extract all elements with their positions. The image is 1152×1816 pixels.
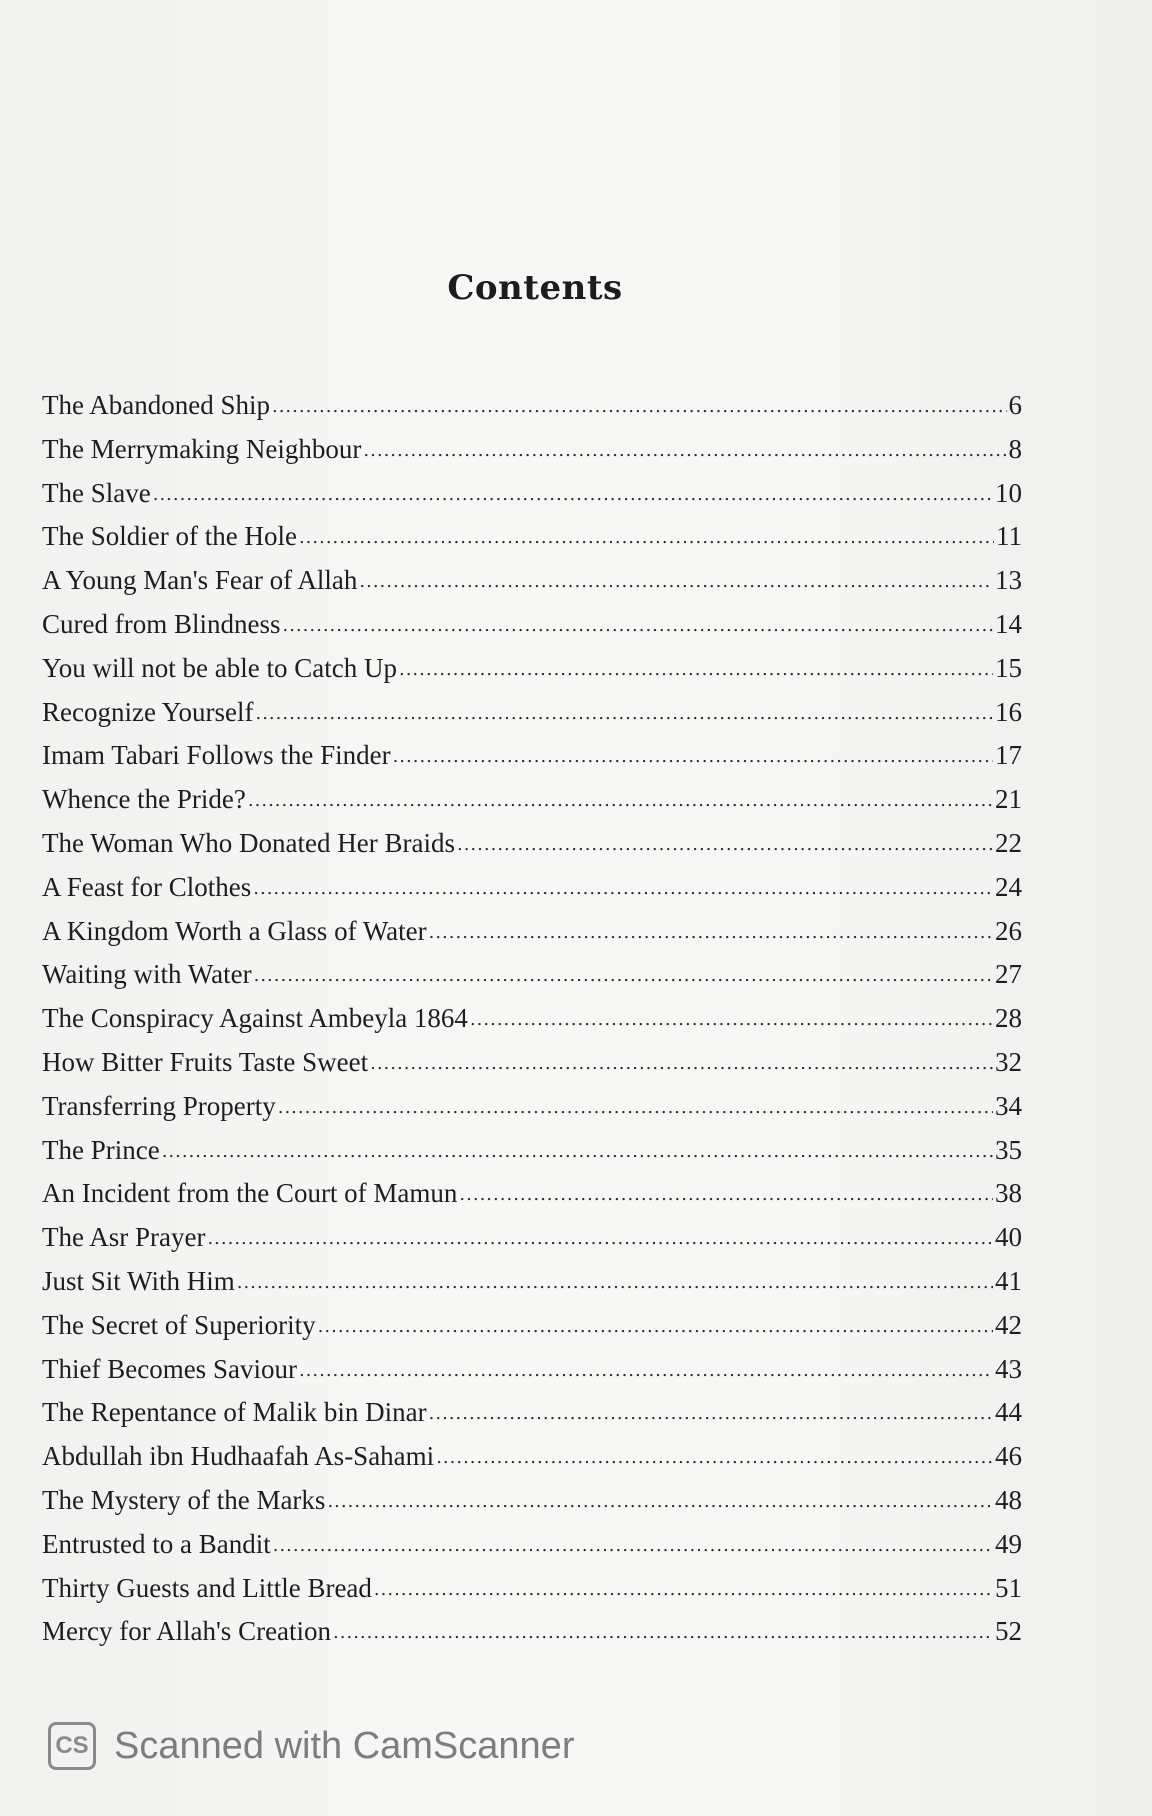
toc-entry-page: 42	[995, 1309, 1022, 1340]
toc-entry-title: Waiting with Water	[42, 959, 252, 990]
toc-dot-leader	[429, 911, 993, 955]
page-title: Contents	[447, 268, 623, 308]
toc-entry	[42, 1391, 1022, 1435]
toc-entry-title: Abdullah ibn Hudhaafah As-Sahami	[42, 1441, 435, 1472]
toc-entry-title: Mercy for Allah's Creation	[42, 1616, 332, 1647]
camscanner-logo-icon: CS	[48, 1722, 96, 1770]
toc-entry-page: 17	[995, 740, 1022, 771]
toc-entry	[42, 1348, 1022, 1392]
toc-entry-title: Recognize Yourself	[42, 696, 254, 727]
toc-entry-title: An Incident from the Court of Mamun	[42, 1178, 458, 1209]
toc-entry-page: 41	[995, 1265, 1022, 1296]
toc-entry	[42, 472, 1022, 516]
toc-entry-page: 14	[995, 608, 1022, 639]
toc-entry-title: Transferring Property	[42, 1090, 276, 1121]
toc-dot-leader	[299, 1349, 993, 1393]
toc-entry-title: Whence the Pride?	[42, 784, 246, 815]
toc-dot-leader	[436, 1436, 993, 1480]
toc-dot-leader	[162, 1130, 993, 1174]
toc-entry	[42, 384, 1022, 428]
toc-entry-title: The Soldier of the Hole	[42, 521, 297, 552]
toc-entry	[42, 1479, 1022, 1523]
toc-entry	[42, 1172, 1022, 1216]
toc-entry-title: The Secret of Superiority	[42, 1309, 316, 1340]
toc-dot-leader	[237, 1261, 993, 1305]
toc-entry-page: 21	[995, 784, 1022, 815]
toc-entry	[42, 997, 1022, 1041]
toc-entry-title: The Mystery of the Marks	[42, 1484, 326, 1515]
toc-entry-title: How Bitter Fruits Taste Sweet	[42, 1046, 369, 1077]
toc-entry-title: The Slave	[42, 477, 151, 508]
toc-entry-page: 48	[995, 1484, 1022, 1515]
toc-entry	[42, 428, 1022, 472]
toc-entry	[42, 1610, 1022, 1654]
toc-entry-title: The Merrymaking Neighbour	[42, 433, 362, 464]
toc-entry	[42, 910, 1022, 954]
toc-entry-page: 27	[995, 959, 1022, 990]
toc-dot-leader	[327, 1480, 993, 1524]
toc-dot-leader	[429, 1392, 993, 1436]
toc-dot-leader	[359, 560, 993, 604]
toc-dot-leader	[272, 385, 1007, 429]
toc-entry-title: Thief Becomes Saviour	[42, 1353, 297, 1384]
toc-dot-leader	[393, 735, 993, 779]
toc-entry-title: Cured from Blindness	[42, 608, 281, 639]
toc-entry-page: 51	[995, 1572, 1022, 1603]
toc-dot-leader	[255, 692, 993, 736]
toc-entry-title: A Young Man's Fear of Allah	[42, 565, 358, 596]
toc-entry-title: The Abandoned Ship	[42, 390, 270, 420]
toc-entry	[42, 734, 1022, 778]
toc-dot-leader	[374, 1568, 993, 1612]
toc-entry-page: 38	[995, 1178, 1022, 1209]
toc-entry-page: 46	[995, 1441, 1022, 1472]
toc-entry-title: A Feast for Clothes	[42, 871, 252, 902]
toc-entry	[42, 866, 1022, 910]
toc-entry-title: The Prince	[42, 1134, 160, 1165]
toc-dot-leader	[273, 1524, 993, 1568]
toc-entry	[42, 822, 1022, 866]
toc-dot-leader	[333, 1611, 993, 1655]
toc-entry-page: 49	[995, 1528, 1022, 1559]
toc-entry-title: Thirty Guests and Little Bread	[42, 1572, 372, 1603]
toc-entry	[42, 559, 1022, 603]
toc-entry-page: 11	[996, 521, 1022, 552]
toc-entry-page: 6	[1008, 390, 1022, 420]
toc-entry	[42, 647, 1022, 691]
toc-entry-title: Imam Tabari Follows the Finder	[42, 740, 391, 771]
toc-dot-leader	[457, 823, 993, 867]
toc-dot-leader	[253, 867, 993, 911]
toc-entry	[42, 603, 1022, 647]
toc-entry-page: 28	[995, 1003, 1022, 1034]
toc-entry-page: 13	[995, 565, 1022, 596]
toc-dot-leader	[470, 998, 993, 1042]
toc-entry	[42, 1085, 1022, 1129]
toc-dot-leader	[207, 1217, 993, 1261]
toc-entry-page: 24	[995, 871, 1022, 902]
toc-entry	[42, 1435, 1022, 1479]
toc-entry	[42, 1567, 1022, 1611]
toc-dot-leader	[459, 1173, 993, 1217]
toc-entry-page: 10	[995, 477, 1022, 508]
toc-entry	[42, 1041, 1022, 1085]
toc-dot-leader	[399, 648, 993, 692]
toc-entry	[42, 1260, 1022, 1304]
toc-entry-title: Entrusted to a Bandit	[42, 1528, 271, 1559]
toc-dot-leader	[153, 473, 993, 517]
toc-dot-leader	[370, 1042, 993, 1086]
toc-entry	[42, 1216, 1022, 1260]
watermark-text: Scanned with CamScanner	[114, 1724, 575, 1767]
toc-entry-title: The Woman Who Donated Her Braids	[42, 827, 455, 858]
watermark	[48, 1722, 574, 1770]
toc-entry-page: 43	[995, 1353, 1022, 1384]
toc-entry-title: The Repentance of Malik bin Dinar	[42, 1397, 427, 1428]
toc-dot-leader	[248, 779, 993, 823]
toc-entry	[42, 1523, 1022, 1567]
toc-entry-page: 44	[995, 1397, 1022, 1428]
toc-dot-leader	[278, 1086, 993, 1130]
toc-entry-page: 22	[995, 827, 1022, 858]
toc-entry-title: The Asr Prayer	[42, 1222, 206, 1253]
toc-entry-page: 16	[995, 696, 1022, 727]
toc-entry-page: 32	[995, 1046, 1022, 1077]
toc-entry-title: You will not be able to Catch Up	[42, 652, 397, 683]
table-of-contents	[42, 384, 1022, 1654]
toc-entry	[42, 1304, 1022, 1348]
toc-entry	[42, 953, 1022, 997]
toc-entry-page: 52	[995, 1616, 1022, 1647]
toc-entry-page: 8	[1008, 433, 1022, 464]
toc-entry-title: A Kingdom Worth a Glass of Water	[42, 915, 427, 946]
toc-dot-leader	[299, 516, 994, 560]
toc-dot-leader	[363, 429, 1006, 473]
toc-entry-page: 26	[995, 915, 1022, 946]
toc-entry-page: 40	[995, 1222, 1022, 1253]
toc-entry-page: 34	[995, 1090, 1022, 1121]
toc-dot-leader	[318, 1305, 993, 1349]
toc-dot-leader	[254, 954, 993, 998]
toc-entry-title: The Conspiracy Against Ambeyla 1864	[42, 1003, 468, 1034]
toc-dot-leader	[282, 604, 993, 648]
toc-entry	[42, 778, 1022, 822]
toc-entry	[42, 515, 1022, 559]
toc-entry-page: 35	[995, 1134, 1022, 1165]
toc-entry	[42, 1129, 1022, 1173]
toc-entry	[42, 691, 1022, 735]
toc-entry-title: Just Sit With Him	[42, 1265, 235, 1296]
toc-entry-page: 15	[995, 652, 1022, 683]
